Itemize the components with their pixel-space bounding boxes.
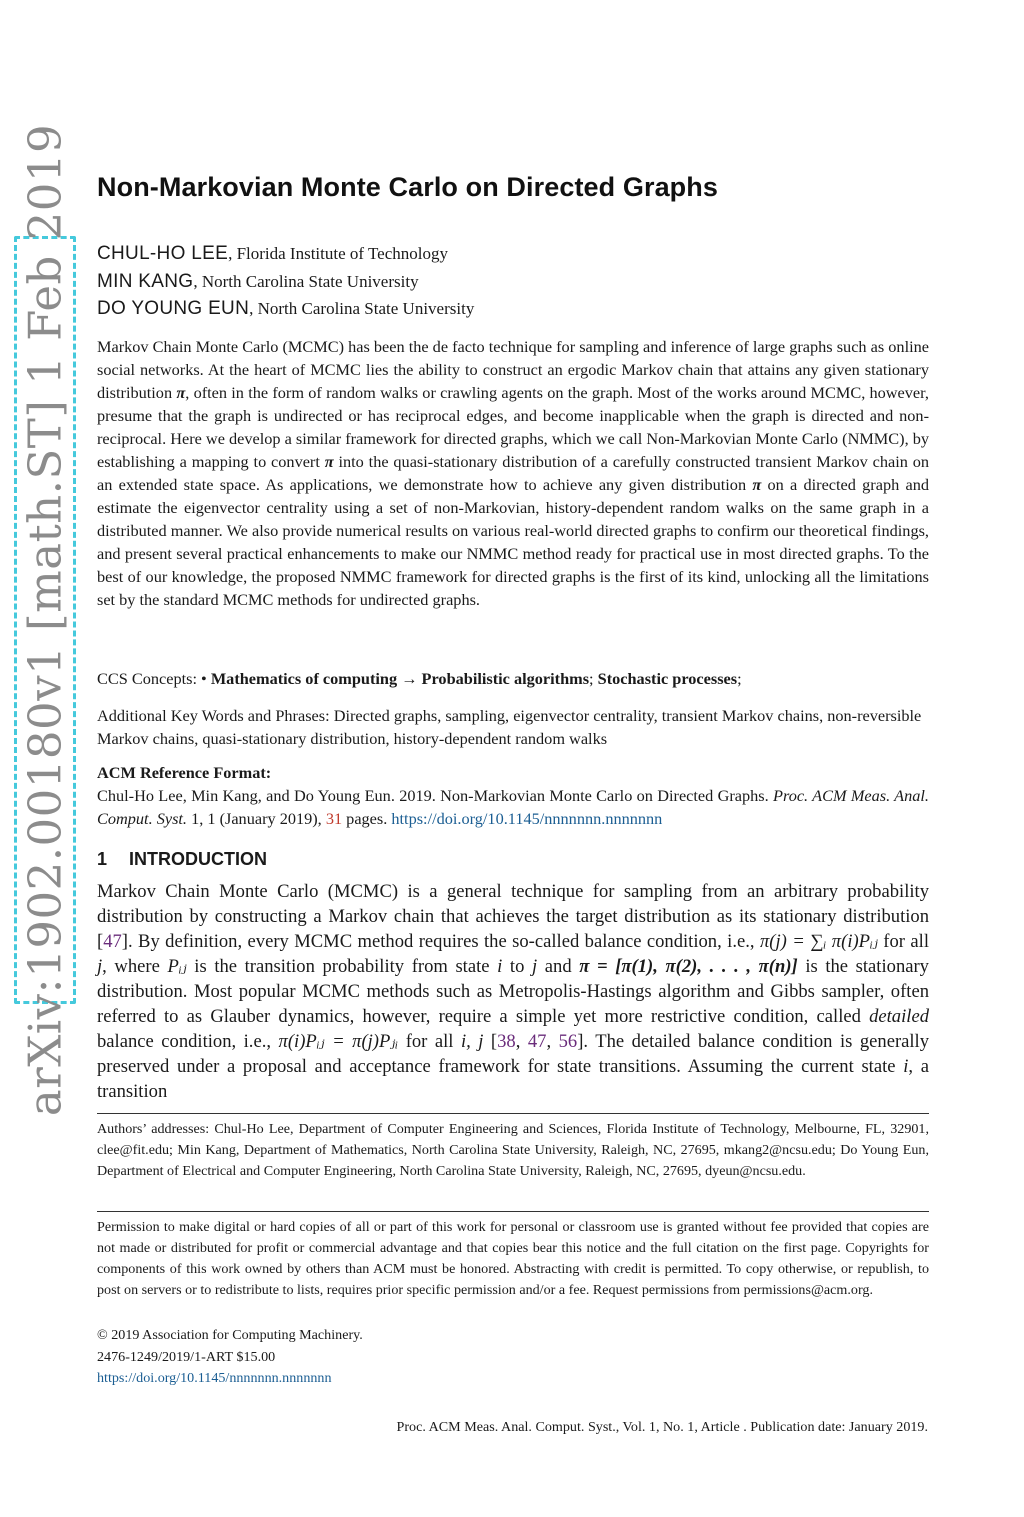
keywords: Additional Key Words and Phrases: Directed graphs, sampling, eigenvector centrality, transient Markov chains, non-reversible Markov chains, quasi-stationary distribution, history-dependent random walks (97, 706, 922, 748)
reference-text: Chul-Ho Lee, Min Kang, and Do Young Eun. 2019. Non-Markovian Monte Carlo on Directed Graphs. Proc. ACM Meas. Anal. Comput. Syst. 1, 1 (January 2019), 31 pages. https://doi.org/10.1145/nnnnnnn.nnnnnnn (97, 786, 929, 828)
intro-paragraph: Markov Chain Monte Carlo (MCMC) is a general technique for sampling from an arbitrary probability distribution by constructing a Markov chain that achieves the target distribution as its stationary distribution [47]. By definition, every MCMC method requires the so-called balance condition, i.e., π(j) = ∑ᵢ π(i)Pᵢⱼ for all j, where Pᵢⱼ is the transition probability from state i to j and π = [π(1), π(2), . . . , π(n)] is the stationary distribution. Most popular MCMC methods such as Metropolis-Hastings algorithm and Gibbs sampler, often referred to as Glauber dynamics, however, require a simple yet more restrictive condition, called detailed balance condition, i.e., π(i)Pᵢⱼ = π(j)Pⱼᵢ for all i, j [38, 47, 56]. The detailed balance condition is generally preserved under a proposal and acceptance framework for state transitions. Assuming the current state i, a transition (97, 881, 930, 1102)
footnote-rule (97, 1113, 929, 1114)
ccs-concepts: CCS Concepts: • Mathematics of computing → Probabilistic algorithms; Stochastic processes; (97, 669, 742, 688)
reference-heading: ACM Reference Format: (97, 763, 272, 782)
citation-link[interactable]: 47 (527, 1031, 547, 1052)
author-name: DO YOUNG EUN (97, 298, 250, 319)
citation-link[interactable]: 38 (497, 1031, 516, 1052)
author-affiliation: , North Carolina State University (249, 299, 475, 318)
section-title: INTRODUCTION (129, 849, 267, 869)
arxiv-stamp-text: arXiv:1902.00180v1 [math.ST] 1 Feb 2019 (18, 123, 72, 1117)
author-name: MIN KANG (97, 271, 194, 292)
abstract: Markov Chain Monte Carlo (MCMC) has been the de facto technique for sampling and inference of large graphs such as online social networks. At the heart of MCMC lies the ability to construct an ergodic Markov chain that attains any given stationary distribution π, often in the form of random walks or crawling agents on the graph. Most of the works around MCMC, however, presume that the graph is undirected or has reciprocal edges, and become inapplicable when the graph is directed and non-reciprocal. Here we develop a similar framework for directed graphs, which we call Non-Markovian Monte Carlo (NMMC), by establishing a mapping to convert π into the quasi-stationary distribution of a carefully constructed transient Markov chain on an extended state space. As applications, we demonstrate how to achieve any given distribution π on a directed graph and estimate the eigenvector centrality using a set of non-Markovian, history-dependent random walks on the same graph in a distributed manner. We also provide numerical results on various real-world directed graphs to confirm our theoretical findings, and present several practical enhancements to make our NMMC method ready for practical use in most directed graphs. To the best of our knowledge, the proposed NMMC framework for directed graphs is the first of its kind, unlocking all the limitations set by the standard MCMC methods for undirected graphs. (97, 337, 930, 609)
page-footer: Proc. ACM Meas. Anal. Comput. Syst., Vol. 1, No. 1, Article . Publication date: January 2019. (396, 1419, 928, 1435)
permission-notice: Permission to make digital or hard copies of all or part of this work for personal or classroom use is granted without fee provided that copies are not made or distributed for profit or commercial advantage and that copies bear this notice and the full citation on the first page. Copyrights for components of this work owned by others than ACM must be honored. Abstracting with credit is permitted. To copy otherwise, or republish, to post on servers or to redistribute to lists, requires prior specific permission and/or a fee. Request permissions from permissions@acm.org. (97, 1219, 929, 1298)
copyright: © 2019 Association for Computing Machinery. (97, 1327, 363, 1343)
author-line (97, 271, 957, 293)
doi-footer-link[interactable]: https://doi.org/10.1145/nnnnnnn.nnnnnnn (97, 1370, 332, 1386)
citation-link[interactable]: 47 (103, 931, 122, 952)
acm-reference (97, 761, 929, 830)
pages-link[interactable]: 31 (325, 809, 343, 828)
author-line (97, 298, 957, 320)
author-affiliation: , North Carolina State University (193, 272, 419, 291)
section-heading (97, 849, 267, 870)
author-affiliation: , Florida Institute of Technology (228, 244, 448, 263)
author-line (97, 243, 957, 265)
paper-title: Non-Markovian Monte Carlo on Directed Graphs (97, 172, 718, 202)
author-name: CHUL-HO LEE (97, 243, 229, 264)
citation-link[interactable]: 56 (558, 1031, 578, 1052)
issn: 2476-1249/2019/1-ART $15.00 (97, 1349, 276, 1365)
doi-link[interactable]: https://doi.org/10.1145/nnnnnnn.nnnnnnn (391, 809, 663, 828)
section-number: 1 (97, 849, 108, 869)
permission-rule (97, 1211, 929, 1212)
authors-addresses: Authors’ addresses: Chul-Ho Lee, Department of Computer Engineering and Sciences, Florida Institute of Technology, Melbourne, FL, 32901, clee@fit.edu; Min Kang, Department of Mathematics, North Carolina State University, Raleigh, NC, 27695, mkang2@ncsu.edu; Do Young Eun, Department of Electrical and Computer Engineering, North Carolina State University, Raleigh, NC, 27695, dyeun@ncsu.edu. (97, 1121, 929, 1179)
